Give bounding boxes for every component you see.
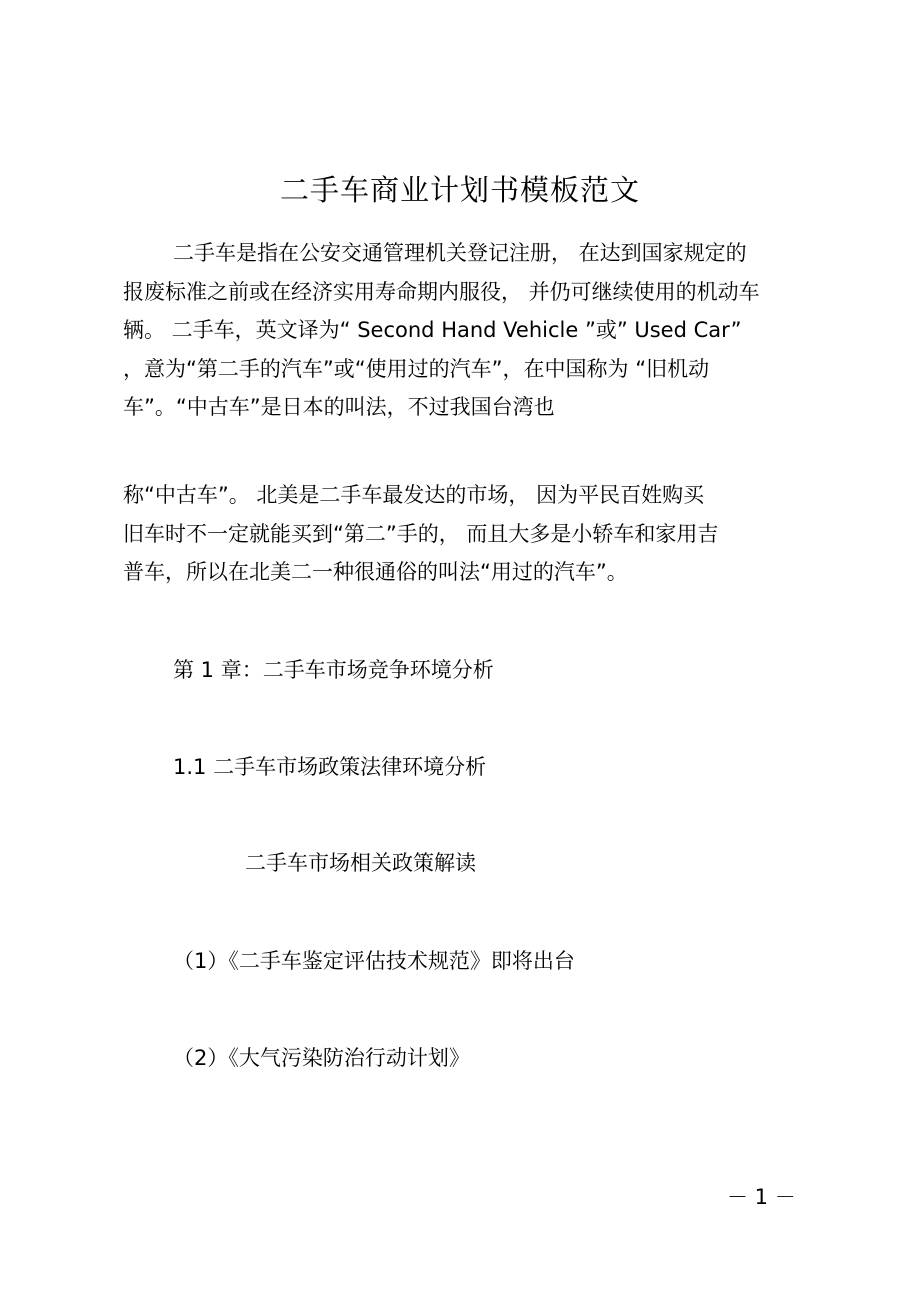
document-title: 二手车商业计划书模板范文: [279, 173, 640, 207]
paragraph-line: 称“中古车”。 北美是二手车最发达的市场， 因为平民百姓购买: [123, 483, 705, 507]
paragraph-line: ，意为“第二手的汽车”或“使用过的汽车”，在中国称为 “旧机动: [123, 356, 710, 381]
paragraph-line: 车”。“中古车”是日本的叫法，不过我国台湾也: [123, 395, 555, 419]
paragraph-line: 辆。 二手车，英文译为“ Second Hand Vehicle ”或” Used Car”: [123, 318, 742, 342]
paragraph-line: 报废标准之前或在经济实用寿命期内服役， 并仍可继续使用的机动车: [123, 279, 760, 304]
subsection-heading: 二手车市场相关政策解读: [245, 851, 476, 875]
chapter-heading: 第 1 章：二手车市场竞争环境分析: [173, 658, 494, 682]
paragraph-line: 二手车是指在公安交通管理机关登记注册， 在达到国家规定的: [173, 241, 747, 265]
section-heading: 1.1 二手车市场政策法律环境分析: [173, 755, 487, 779]
page-number: － 1 －: [727, 1185, 796, 1209]
paragraph-line: 旧车时不一定就能买到“第二”手的， 而且大多是小轿车和家用吉: [123, 521, 719, 546]
north-america-paragraph: [123, 476, 803, 592]
list-item: （1）《二手车鉴定评估技术规范》即将出台: [173, 949, 575, 973]
list-item: （2）《大气污染防治行动计划》: [173, 1046, 470, 1070]
paragraph-line: 普车，所以在北美二一种很通俗的叫法“用过的汽车”。: [123, 560, 628, 584]
intro-paragraph: [123, 234, 803, 427]
